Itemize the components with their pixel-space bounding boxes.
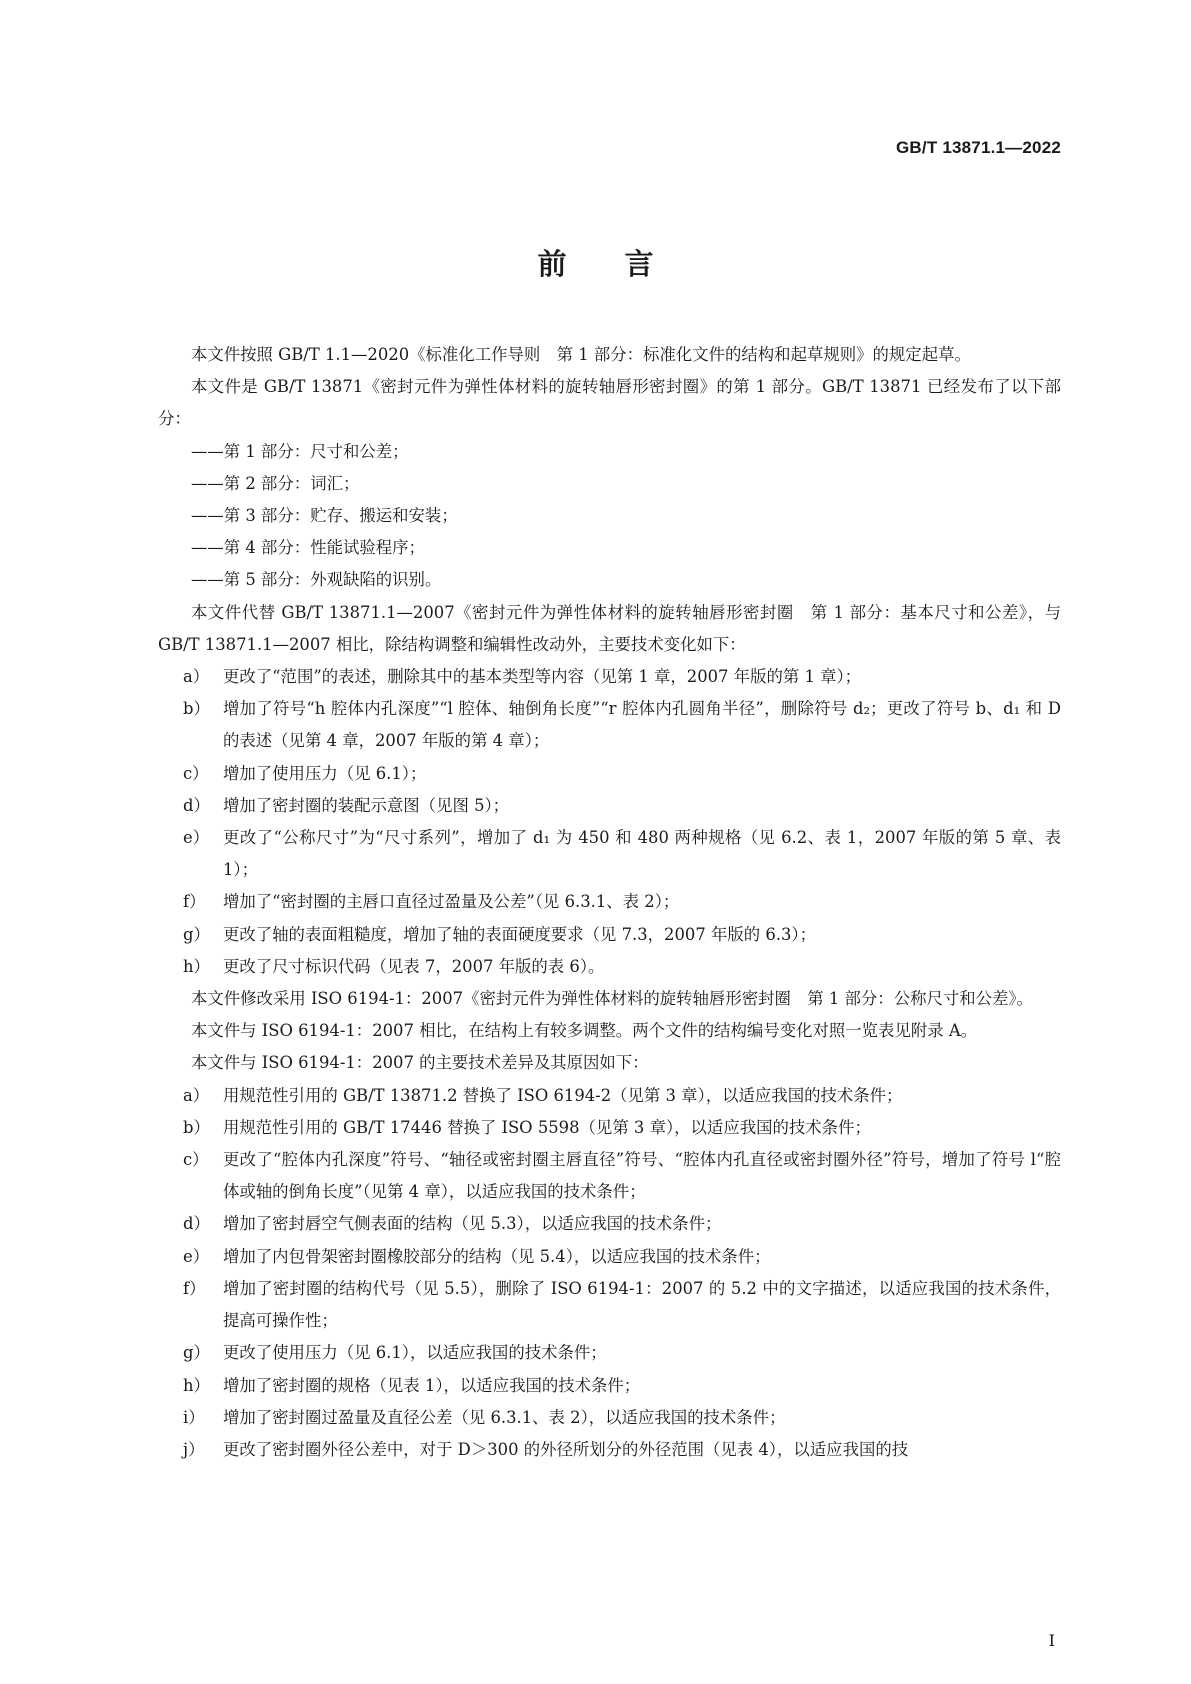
item-text: 更改了密封圈外径公差中，对于 D＞300 的外径所划分的外径范围（见表 4），以适应我国的技 bbox=[223, 1439, 909, 1459]
change-item bbox=[158, 886, 1061, 918]
page-title: 前言 bbox=[537, 247, 712, 281]
item-label: h） bbox=[183, 956, 210, 976]
part-list-item: ——第 5 部分：外观缺陷的识别。 bbox=[191, 570, 442, 590]
change-item bbox=[158, 822, 1061, 886]
change-item bbox=[158, 919, 1061, 951]
item-text: 增加了密封圈的规格（见表 1），以适应我国的技术条件； bbox=[223, 1375, 641, 1395]
paragraph: 本文件修改采用 ISO 6194-1：2007《密封元件为弹性体材料的旋转轴唇形密封圈 第 1 部分：公称尺寸和公差》。 bbox=[191, 989, 1034, 1009]
item-text: 增加了密封圈的装配示意图（见图 5）； bbox=[223, 795, 510, 815]
item-label: i） bbox=[183, 1407, 205, 1427]
paragraph: 本文件是 GB/T 13871《密封元件为弹性体材料的旋转轴唇形密封圈》的第 1 部分。GB/T 13871 已经发布了以下部分： bbox=[158, 377, 1061, 429]
item-label: f） bbox=[183, 892, 206, 912]
item-text: 用规范性引用的 GB/T 13871.2 替换了 ISO 6194-2（见第 3 章），以适应我国的技术条件； bbox=[223, 1085, 903, 1105]
item-label: e） bbox=[183, 1246, 210, 1266]
page-number: I bbox=[1048, 1631, 1055, 1650]
difference-item bbox=[158, 1208, 1061, 1240]
paragraph: 本文件代替 GB/T 13871.1—2007《密封元件为弹性体材料的旋转轴唇形密封圈 第 1 部分：基本尺寸和公差》，与 GB/T 13871.1—2007 相比，除结构调整和编辑性改动外，主要技术变化如下： bbox=[158, 602, 1061, 654]
difference-item bbox=[158, 1112, 1061, 1144]
difference-item bbox=[158, 1434, 1061, 1466]
item-text: 增加了符号“h 腔体内孔深度”“l 腔体、轴倒角长度”“r 腔体内孔圆角半径”，删除符号 d₂；更改了符号 b、d₁ 和 D 的表述（见第 4 章，2007 年版的第 4 章）； bbox=[223, 699, 1061, 751]
difference-item bbox=[158, 1241, 1061, 1273]
paragraph: 本文件与 ISO 6194-1：2007 相比，在结构上有较多调整。两个文件的结构编号变化对照一览表见附录 A。 bbox=[191, 1021, 978, 1041]
part-list-item: ——第 1 部分：尺寸和公差； bbox=[191, 441, 409, 461]
item-text: 用规范性引用的 GB/T 17446 替换了 ISO 5598（见第 3 章），以适应我国的技术条件； bbox=[223, 1117, 871, 1137]
item-label: j） bbox=[183, 1439, 205, 1459]
item-label: d） bbox=[183, 795, 210, 815]
part-list-item: ——第 2 部分：词汇； bbox=[191, 473, 360, 493]
item-text: 更改了“公称尺寸”为“尺寸系列”，增加了 d₁ 为 450 和 480 两种规格（见 6.2、表 1，2007 年版的第 5 章、表 1）； bbox=[223, 828, 1061, 880]
change-item bbox=[158, 758, 1061, 790]
item-label: c） bbox=[183, 1150, 209, 1170]
item-label: a） bbox=[183, 1085, 210, 1105]
change-item bbox=[158, 790, 1061, 822]
part-list-item: ——第 3 部分：贮存、搬运和安装； bbox=[191, 506, 458, 526]
paragraph: 本文件与 ISO 6194-1：2007 的主要技术差异及其原因如下： bbox=[191, 1053, 649, 1073]
difference-item bbox=[158, 1273, 1061, 1337]
item-label: c） bbox=[183, 763, 209, 783]
item-text: 更改了“范围”的表述，删除其中的基本类型等内容（见第 1 章，2007 年版的第 1 章）； bbox=[223, 667, 862, 687]
item-text: 增加了“密封圈的主唇口直径过盈量及公差”（见 6.3.1、表 2）； bbox=[223, 892, 680, 912]
standard-code: GB/T 13871.1—2022 bbox=[896, 138, 1061, 157]
difference-item bbox=[158, 1144, 1061, 1208]
item-text: 增加了密封圈过盈量及直径公差（见 6.3.1、表 2），以适应我国的技术条件； bbox=[223, 1407, 786, 1427]
item-label: d） bbox=[183, 1214, 210, 1234]
item-label: b） bbox=[183, 1117, 210, 1137]
item-label: g） bbox=[183, 924, 210, 944]
difference-item bbox=[158, 1337, 1061, 1369]
item-text: 增加了密封唇空气侧表面的结构（见 5.3），以适应我国的技术条件； bbox=[223, 1214, 722, 1234]
part-list-item: ——第 4 部分：性能试验程序； bbox=[191, 538, 425, 558]
item-text: 增加了使用压力（见 6.1）； bbox=[223, 763, 427, 783]
item-text: 更改了尺寸标识代码（见表 7，2007 年版的表 6）。 bbox=[223, 956, 605, 976]
change-item bbox=[158, 951, 1061, 983]
item-label: h） bbox=[183, 1375, 210, 1395]
item-text: 增加了密封圈的结构代号（见 5.5），删除了 ISO 6194-1：2007 的 5.2 中的文字描述，以适应我国的技术条件，提高可操作性； bbox=[223, 1278, 1061, 1331]
document-body bbox=[158, 339, 1061, 1466]
item-label: b） bbox=[183, 699, 210, 719]
item-label: e） bbox=[183, 828, 210, 848]
item-text: 增加了内包骨架密封圈橡胶部分的结构（见 5.4），以适应我国的技术条件； bbox=[223, 1246, 771, 1266]
difference-item bbox=[158, 1370, 1061, 1402]
item-text: 更改了轴的表面粗糙度，增加了轴的表面硬度要求（见 7.3，2007 年版的 6.3）； bbox=[223, 924, 816, 944]
difference-item bbox=[158, 1402, 1061, 1434]
change-item bbox=[158, 693, 1061, 757]
item-label: f） bbox=[183, 1278, 206, 1298]
item-label: a） bbox=[183, 667, 210, 687]
difference-item bbox=[158, 1080, 1061, 1112]
paragraph: 本文件按照 GB/T 1.1—2020《标准化工作导则 第 1 部分：标准化文件的结构和起草规则》的规定起草。 bbox=[191, 345, 971, 364]
change-item bbox=[158, 661, 1061, 693]
item-text: 更改了使用压力（见 6.1），以适应我国的技术条件； bbox=[223, 1343, 607, 1363]
item-text: 更改了“腔体内孔深度”符号、“轴径或密封圈主唇直径”符号、“腔体内孔直径或密封圈外径”符号，增加了符号 l“腔体或轴的倒角长度”（见第 4 章），以适应我国的技术条件； bbox=[223, 1150, 1061, 1202]
item-label: g） bbox=[183, 1343, 210, 1363]
